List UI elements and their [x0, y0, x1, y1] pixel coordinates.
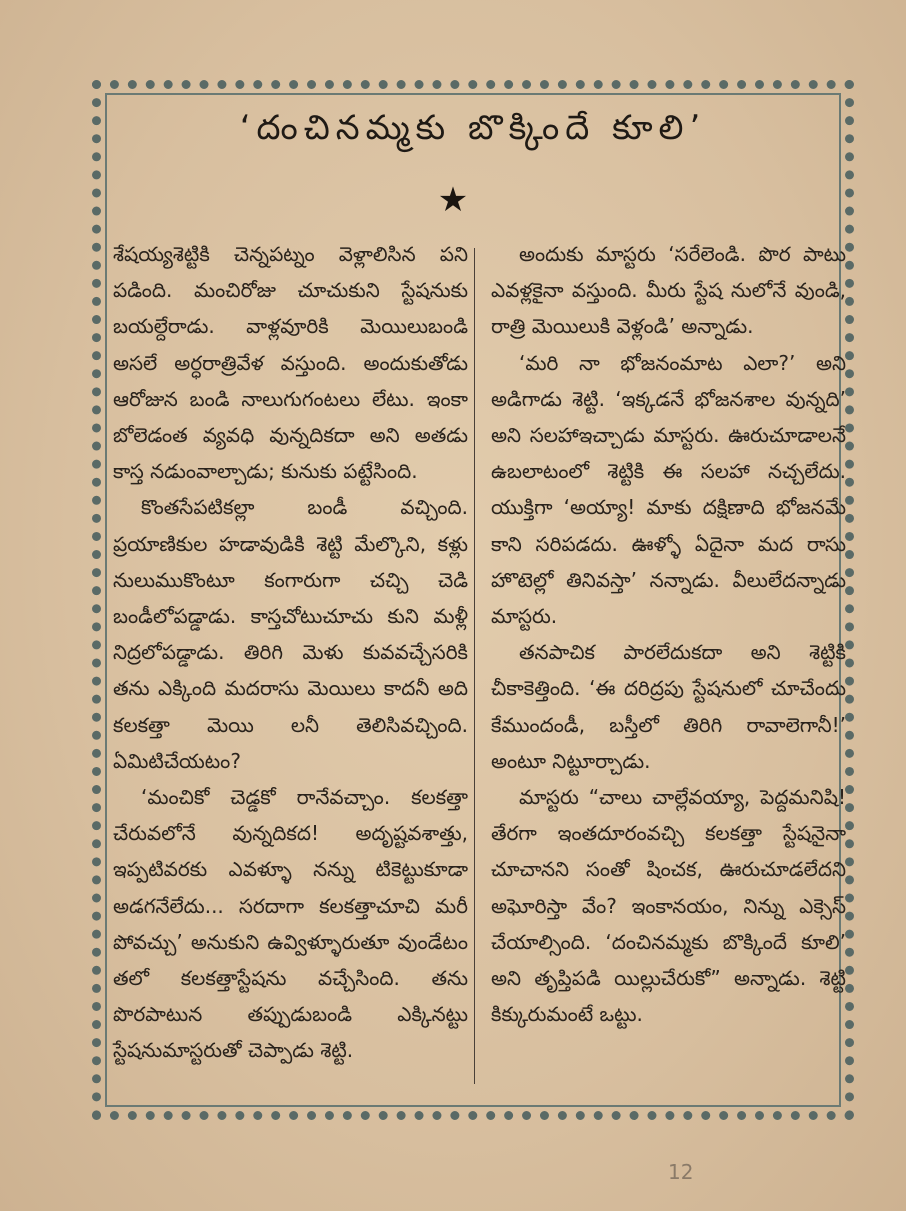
paragraph: ‘మంచికో చెడ్డకో రానేవచ్చాం. కలకత్తా చేరువలోనే వున్నదికద! అదృష్టవశాత్తు, ఇప్పటివరకు ఎవళ్ళూ నన్ను టికెట్టుకూడా అడగనేలేదు... సరదాగా కలకత్తాచూచి మరీ పోవచ్చు’ అనుకుని ఉవ్విళ్ళూరుతూ వుండేటం తలో కలకత్తాస్టేషను వచ్చేసింది. తను పొరపాటున తప్పుడుబండి ఎక్కినట్టు స్టేషనుమాస్టరుతో చెప్పాడు శెట్టి. — [113, 785, 468, 1063]
paragraph: అందుకు మాస్టరు ‘సరేలెండి. పొర పాటు ఎవళ్లకైనా వస్తుంది. మీరు స్టేష నులోనే వుండి, రాత్రి మెయిలుకి వెళ్లండి’ అన్నాడు. — [491, 242, 846, 339]
left-column — [113, 236, 468, 1069]
paragraph: ‘మరి నా భోజనంమాట ఎలా?’ అని అడిగాడు శెట్టి. ‘ఇక్కడనే భోజనశాల వున్నది’ అని సలహాఇచ్చాడు మాస్టరు. ఊరుచూడాలనే ఉబలాటంలో శెట్టికి ఈ సలహా నచ్చలేదు. యుక్తిగా ‘అయ్యా! మాకు దక్షిణాది భోజనమే కాని సరిపడదు. ఊళ్ళో ఏదైనా మద రాసు హొటెల్లో తినివస్తా’ నన్నాడు. వీలులేదన్నాడు మాస్టరు. — [491, 350, 846, 629]
page-number: 12 — [668, 1160, 694, 1184]
column-divider — [474, 248, 475, 1084]
story-title: ‘దంచినమ్మకు బొక్కిందే కూలి’ — [239, 108, 707, 148]
paragraph: కొంతసేపటికల్లా బండీ వచ్చింది. ప్రయాణికుల హడావుడికి శెట్టి మేల్కొని, కళ్లు నులుముకొంటూ కంగారుగా చచ్చి చెడి బండీలోపడ్డాడు. కాస్తచోటుచూచు కుని మళ్లీ నిద్రలోపడ్డాడు. తిరిగి మెళు కువవచ్చేసరికి తను ఎక్కింది మదరాసు మెయిలు కాదనీ అది కలకత్తా మెయి లనీ తెలిసివచ్చింది. ఏమిటిచేయటం? — [113, 495, 468, 773]
paragraph: శేషయ్యశెట్టికి చెన్నపట్నం వెళ్లాలిసిన పని పడింది. మంచిరోజు చూచుకుని స్టేషనుకు బయల్దేరాడు. వాళ్లవూరికి మెయిలుబండి అసలే అర్ధరాత్రివేళ వస్తుంది. అందుకుతోడు ఆరోజున బండి నాలుగుగంటలు లేటు. ఇంకా బోలెడంత వ్యవధి వున్నదికదా అని అతడు కాస్త నడుంవాల్చాడు; కునుకు పట్టేసింది. — [113, 242, 468, 484]
paragraph: తనపాచిక పారలేదుకదా అని శెట్టికి చీకాకెత్తింది. ‘ఈ దరిద్రపు స్టేషనులో చూచేందు కేముందండీ, బస్తీలో తిరిగి రావాలెగానీ!’ అంటూ నిట్టూర్చాడు. — [491, 640, 846, 773]
paragraph: మాస్టరు “చాలు చాల్లేవయ్యా, పెద్దమనిషి! తేరగా ఇంతదూరంవచ్చి కలకత్తా స్టేషనైనా చూచానని సంతో షించక, ఊరుచూడలేదని అఘోరిస్తా వేం? ఇంకానయం, నిన్ను ఎక్సెస్ చేయాల్సింది. ‘దంచినమ్మకు బొక్కిందే కూలి’ అని తృప్తిపడి యిల్లుచేరుకో” అన్నాడు. శెట్టి కిక్కురుమంటే ఒట్టు. — [491, 785, 846, 1027]
star-ornament: ★ — [437, 180, 469, 220]
right-column — [491, 236, 846, 1032]
